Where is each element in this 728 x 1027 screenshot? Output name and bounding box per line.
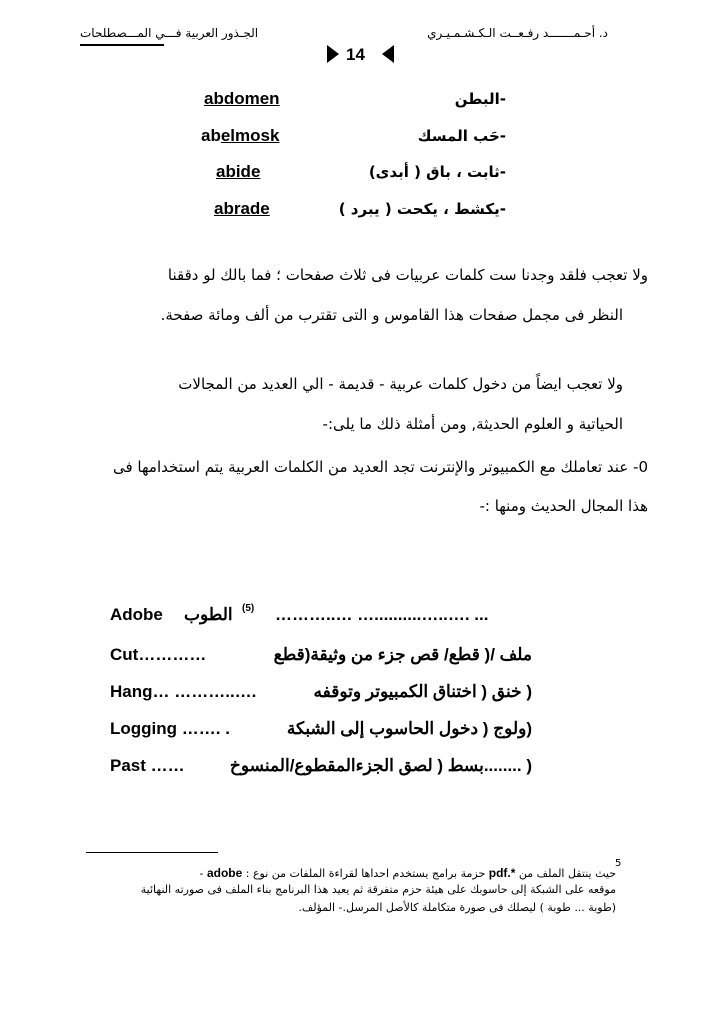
footnote-term: adobe: [206, 866, 243, 880]
footnote-text-a: : حزمة برامج يستخدم احداها لقراءة الملفات من نوع: [245, 867, 486, 880]
footnote-dash: -: [199, 867, 204, 880]
term-en-abelmosk-suffix: elmosk: [220, 126, 280, 145]
footnote-line-1: [199, 866, 616, 880]
example-cut-en: Cut…………: [110, 645, 207, 664]
example-logging-en: Logging ……. .: [110, 719, 230, 738]
example-cut-ar: ملف /( قطع/ قص جزء من وثيقة(قطع: [273, 645, 532, 664]
example-past-ar: ( ........بسط ( لصق الجزءالمقطوع/المنسوخ: [229, 756, 532, 775]
paragraph-2-line-2: الحياتية و العلوم الحديثة, ومن أمثلة ذلك ما يلى:-: [322, 415, 623, 433]
example-adobe-ar: الطوب: [184, 605, 233, 624]
term-en-abelmosk-prefix: ab: [201, 126, 221, 145]
example-hang-ar: ( خنق ( اختناق الكمبيوتر وتوقفه: [313, 682, 532, 701]
term-ar-abide: -ثابت ، باق ( أبدى): [368, 163, 506, 181]
term-ar-abdomen: -البطن: [454, 90, 506, 108]
example-hang-en: Hang… ………..….: [110, 682, 257, 701]
paragraph-1-line-1: ولا تعجب فلقد وجدنا ست كلمات عربيات فى ثلاث صفحات ؛ فما بالك لو دققنا: [167, 266, 648, 284]
term-en-abelmosk: [201, 126, 279, 146]
footnote-text-b: حيث ينتقل الملف من: [518, 867, 616, 880]
example-logging-ar: (ولوج ( دخول الحاسوب إلى الشبكة: [286, 719, 532, 738]
paragraph-3-line-1: 0- عند تعاملك مع الكمبيوتر والإنترنت تجد العديد من الكلمات العربية يتم استخدامها فى: [112, 458, 648, 476]
footnote-line-2: موقعه على الشبكة إلى حاسوبك على هيئة حزم متفرقة ثم يعيد هذا البرنامج بناء الملف فى صورته النهائية: [140, 883, 616, 896]
footnote-ext: pdf.*: [488, 866, 516, 880]
footnote-separator: [86, 852, 218, 853]
paragraph-1-line-2: النظر فى مجمل صفحات هذا القاموس و التى تقترب من ألف ومائة صفحة.: [160, 306, 623, 324]
paragraph-3-line-2: هذا المجال الحديث ومنها :-: [479, 497, 648, 515]
right-arrow-icon: [382, 45, 394, 63]
page-number: 14: [346, 45, 365, 64]
term-en-abdomen: abdomen: [204, 89, 280, 108]
footnote-line-3: (طوبة ... طوبة ) ليصلك فى صورة متكاملة كالأصل المرسل.- المؤلف.: [298, 901, 616, 914]
header-author: د. أحـمـــــــد رفـعــت الـكـشـمـيـري: [427, 26, 608, 40]
footnote-number: 5: [615, 858, 622, 869]
header-underline: [80, 44, 164, 46]
paragraph-2-line-1: ولا تعجب ايضاً من دخول كلمات عربية - قديمة - الي العديد من المجالات: [178, 375, 623, 393]
term-en-abide: abide: [216, 162, 261, 181]
footnote-reference: (5): [242, 603, 255, 614]
term-ar-abelmosk: -حَب المسك: [417, 127, 506, 145]
term-ar-abrade: -يكشط ، يكحت ( يبرد ): [338, 200, 506, 218]
example-adobe-dots: ………..… …..........…..…. ...: [275, 605, 489, 624]
example-past-en: Past ……: [110, 756, 185, 775]
left-arrow-icon: [327, 45, 339, 63]
header-book-title: الجـذور العربية فـــي المـــصطلحات: [80, 26, 259, 40]
term-en-abrade: abrade: [214, 199, 270, 218]
example-adobe-en: Adobe: [110, 605, 163, 624]
